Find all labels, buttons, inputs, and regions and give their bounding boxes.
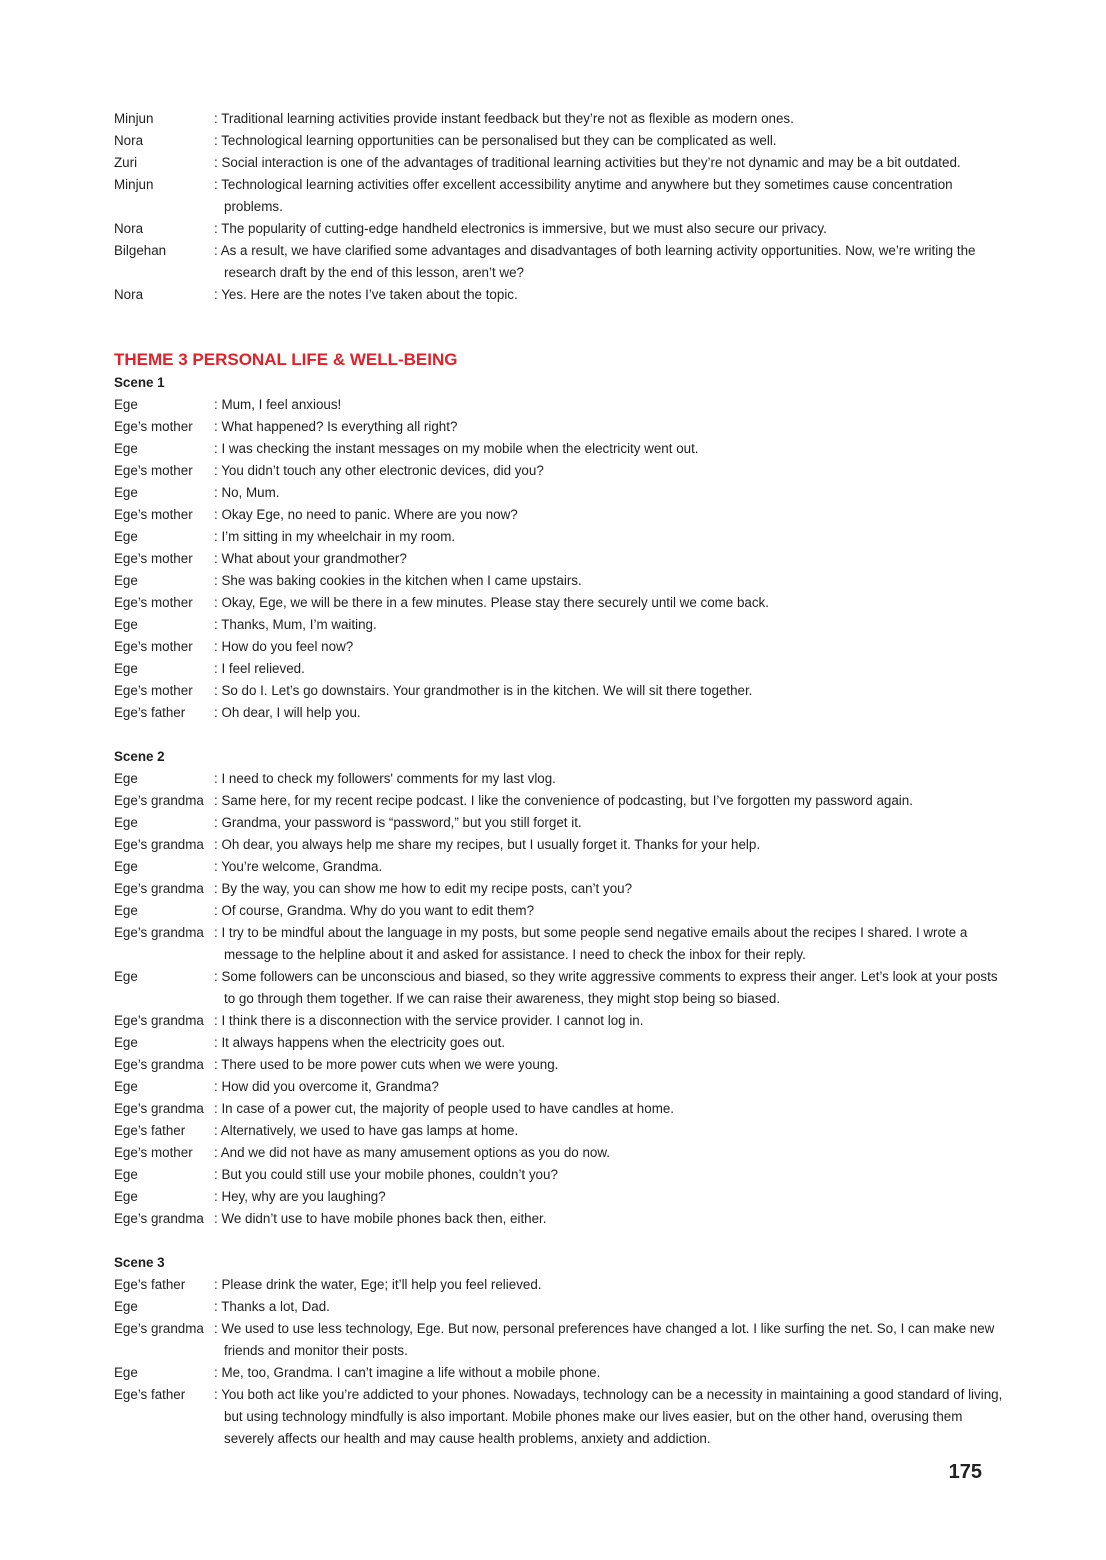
speaker-name: Ege [114,1035,138,1050]
dialogue-line [114,922,1004,966]
line-text: : As a result, we have clarified some advantages and disadvantages of both learning activity opportunities. Now, we’re writing the research draft by the end of this lesson, aren’t we? [214,243,976,280]
line-text: : Some followers can be unconscious and biased, so they write aggressive comments to express their anger. Let’s look at your posts to go through them together. If we can raise their awareness, they might stop being so biased. [214,969,998,1006]
line-text: : Okay, Ege, we will be there in a few minutes. Please stay there securely until we come back. [214,595,769,610]
speaker-name: Ege [114,815,138,830]
speaker-name: Ege [114,859,138,874]
dialogue-line [114,548,1004,570]
dialogue-line [114,1098,1004,1120]
line-text: : Oh dear, I will help you. [214,705,361,720]
speaker-name: Ege’s mother [114,419,193,434]
dialogue-line [114,636,1004,658]
dialogue-line [114,504,1004,526]
speaker-name: Ege [114,969,138,984]
dialogue-line [114,438,1004,460]
line-text: : What about your grandmother? [214,551,407,566]
scene-title: Scene 1 [114,375,165,390]
speaker-name: Ege’s mother [114,1145,193,1160]
line-text: : Oh dear, you always help me share my recipes, but I usually forget it. Thanks for your help. [214,837,761,852]
line-text: : You’re welcome, Grandma. [214,859,383,874]
speaker-name: Ege’s mother [114,463,193,478]
dialogue-line [114,1186,1004,1208]
speaker-name: Ege [114,1299,138,1314]
dialogue-line [114,592,1004,614]
line-text: : We used to use less technology, Ege. But now, personal preferences have changed a lot. I like surfing the net. So, I can make new friends and monitor their posts. [214,1321,995,1358]
speaker-name: Nora [114,221,144,236]
speaker-name: Ege’s grandma [114,1211,204,1226]
speaker-name: Ege [114,771,138,786]
line-text: : How did you overcome it, Grandma? [214,1079,439,1094]
speaker-name: Ege’s father [114,1277,186,1292]
scene-1-dialogue [114,394,1004,724]
intro-dialogue [114,108,1004,306]
dialogue-line [114,1274,1004,1296]
speaker-name: Ege’s mother [114,551,193,566]
speaker-name: Ege’s grandma [114,925,204,940]
line-text: : How do you feel now? [214,639,354,654]
line-text: : And we did not have as many amusement options as you do now. [214,1145,611,1160]
dialogue-line [114,1010,1004,1032]
line-text: : Alternatively, we used to have gas lamps at home. [214,1123,519,1138]
line-text: : Of course, Grandma. Why do you want to edit them? [214,903,535,918]
speaker-name: Ege’s grandma [114,793,204,808]
speaker-name: Ege’s grandma [114,1101,204,1116]
speaker-name: Ege [114,903,138,918]
dialogue-line [114,1120,1004,1142]
scene-title: Scene 3 [114,1255,165,1270]
dialogue-line [114,460,1004,482]
line-text: : No, Mum. [214,485,280,500]
dialogue-line [114,878,1004,900]
dialogue-line [114,1362,1004,1384]
speaker-name: Ege [114,485,138,500]
speaker-name: Ege [114,661,138,676]
line-text: : It always happens when the electricity goes out. [214,1035,506,1050]
line-text: : Technological learning activities offer excellent accessibility anytime and anywhere but they sometimes cause concentration problems. [214,177,953,214]
line-text: : Thanks, Mum, I’m waiting. [214,617,377,632]
speaker-name: Bilgehan [114,243,167,258]
dialogue-line [114,702,1004,724]
dialogue-line [114,570,1004,592]
scene-1 [114,372,1004,724]
line-text: : I need to check my followers' comments for my last vlog. [214,771,556,786]
speaker-name: Ege [114,1167,138,1182]
line-text: : Same here, for my recent recipe podcast. I like the convenience of podcasting, but I’ve forgotten my password again. [214,793,913,808]
dialogue-line [114,152,1004,174]
scene-2-dialogue [114,768,1004,1230]
line-text: : I was checking the instant messages on my mobile when the electricity went out. [214,441,699,456]
line-text: : We didn’t use to have mobile phones back then, either. [214,1211,547,1226]
scene-title: Scene 2 [114,749,165,764]
speaker-name: Minjun [114,177,154,192]
dialogue-line [114,482,1004,504]
dialogue-line [114,1208,1004,1230]
dialogue-line [114,1164,1004,1186]
dialogue-line [114,284,1004,306]
line-text: : Social interaction is one of the advantages of traditional learning activities but they’re not dynamic and may be a bit outdated. [214,155,961,170]
scene-3-dialogue [114,1274,1004,1450]
line-text: : You didn’t touch any other electronic devices, did you? [214,463,544,478]
speaker-name: Ege’s grandma [114,837,204,852]
speaker-name: Minjun [114,111,154,126]
dialogue-line [114,856,1004,878]
speaker-name: Ege’s father [114,1387,186,1402]
speaker-name: Ege [114,397,138,412]
dialogue-line [114,680,1004,702]
speaker-name: Ege [114,617,138,632]
line-text: : By the way, you can show me how to edit my recipe posts, can’t you? [214,881,633,896]
theme-title: THEME 3 PERSONAL LIFE & WELL-BEING [114,350,458,369]
line-text: : I think there is a disconnection with the service provider. I cannot log in. [214,1013,644,1028]
dialogue-line [114,658,1004,680]
speaker-name: Nora [114,133,144,148]
line-text: : So do I. Let’s go downstairs. Your grandmother is in the kitchen. We will sit there together. [214,683,753,698]
line-text: : The popularity of cutting-edge handheld electronics is immersive, but we must also secure our privacy. [214,221,827,236]
speaker-name: Ege’s grandma [114,1321,204,1336]
page-number: 175 [948,1461,982,1483]
speaker-name: Ege [114,441,138,456]
line-text: : Yes. Here are the notes I’ve taken about the topic. [214,287,518,302]
speaker-name: Ege’s mother [114,683,193,698]
dialogue-line [114,614,1004,636]
line-text: : I’m sitting in my wheelchair in my room. [214,529,456,544]
speaker-name: Ege’s grandma [114,881,204,896]
speaker-name: Nora [114,287,144,302]
line-text: : Grandma, your password is “password,” but you still forget it. [214,815,582,830]
dialogue-line [114,130,1004,152]
dialogue-line [114,900,1004,922]
speaker-name: Ege’s grandma [114,1013,204,1028]
line-text: : Mum, I feel anxious! [214,397,342,412]
dialogue-line [114,1142,1004,1164]
line-text: : In case of a power cut, the majority of people used to have candles at home. [214,1101,675,1116]
dialogue-line [114,812,1004,834]
line-text: : Me, too, Grandma. I can’t imagine a life without a mobile phone. [214,1365,601,1380]
dialogue-line [114,394,1004,416]
speaker-name: Ege’s mother [114,639,193,654]
dialogue-line [114,790,1004,812]
scene-2 [114,746,1004,1230]
dialogue-line [114,834,1004,856]
dialogue-line [114,240,1004,284]
line-text: : What happened? Is everything all right? [214,419,458,434]
speaker-name: Zuri [114,155,138,170]
speaker-name: Ege [114,1365,138,1380]
dialogue-line [114,1032,1004,1054]
line-text: : There used to be more power cuts when we were young. [214,1057,559,1072]
line-text: : I feel relieved. [214,661,305,676]
speaker-name: Ege [114,529,138,544]
speaker-name: Ege’s father [114,1123,186,1138]
line-text: : Thanks a lot, Dad. [214,1299,330,1314]
dialogue-line [114,174,1004,218]
line-text: : Technological learning opportunities can be personalised but they can be complicated as well. [214,133,777,148]
scene-3 [114,1252,1004,1450]
speaker-name: Ege [114,1189,138,1204]
speaker-name: Ege’s father [114,705,186,720]
line-text: : She was baking cookies in the kitchen when I came upstairs. [214,573,582,588]
speaker-name: Ege [114,573,138,588]
dialogue-line [114,768,1004,790]
dialogue-line [114,966,1004,1010]
line-text: : I try to be mindful about the language in my posts, but some people send negative emails about the recipes I shared. I wrote a message to the helpline about it and asked for assistance. I need to check the inbox for their reply. [214,925,968,962]
speaker-name: Ege [114,1079,138,1094]
dialogue-line [114,108,1004,130]
dialogue-line [114,218,1004,240]
dialogue-line [114,1054,1004,1076]
line-text: : Hey, why are you laughing? [214,1189,386,1204]
dialogue-line [114,1318,1004,1362]
speaker-name: Ege’s grandma [114,1057,204,1072]
line-text: : You both act like you’re addicted to your phones. Nowadays, technology can be a necessity in maintaining a good standard of living, but using technology mindfully is also important. Mobile phones make our lives easier, but on the other hand, overusing them severely affects our health and may cause health problems, anxiety and addiction. [214,1387,1003,1446]
speaker-name: Ege’s mother [114,595,193,610]
line-text: : Okay Ege, no need to panic. Where are you now? [214,507,518,522]
line-text: : Traditional learning activities provide instant feedback but they’re not as flexible as modern ones. [214,111,794,126]
speaker-name: Ege’s mother [114,507,193,522]
dialogue-line [114,1296,1004,1318]
line-text: : But you could still use your mobile phones, couldn’t you? [214,1167,558,1182]
line-text: : Please drink the water, Ege; it’ll help you feel relieved. [214,1277,542,1292]
dialogue-line [114,1384,1004,1450]
dialogue-line [114,416,1004,438]
dialogue-line [114,526,1004,548]
dialogue-line [114,1076,1004,1098]
